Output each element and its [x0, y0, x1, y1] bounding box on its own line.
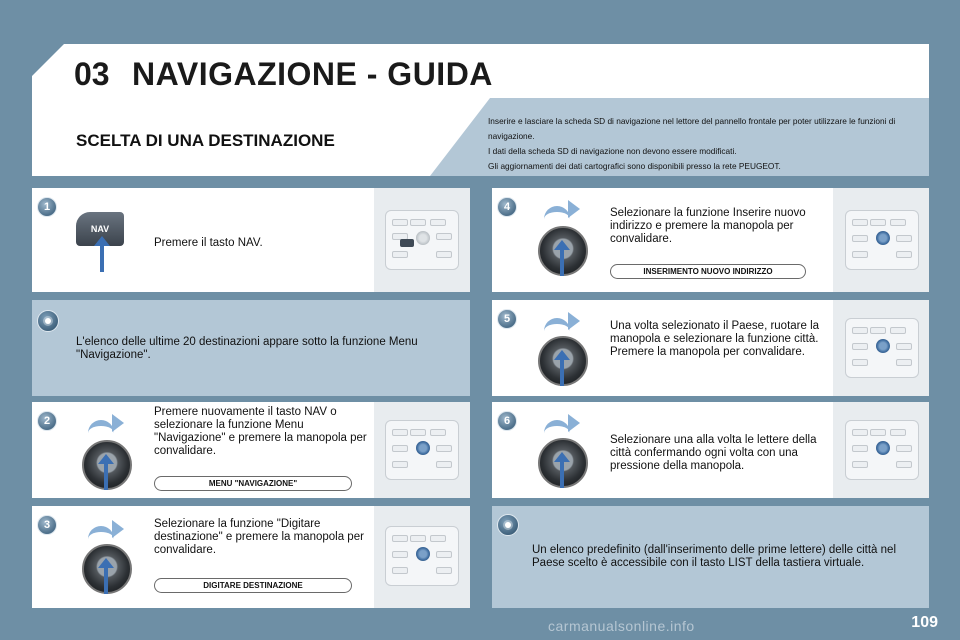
- intro-line-2: I dati della scheda SD di navigazione non devono essere modificati.: [488, 146, 737, 156]
- tip-2-text: Un elenco predefinito (dall'inserimento delle prime lettere) delle città nel Paese scelto è accessibile con il tasto LIST della tastiera virtuale.: [532, 544, 896, 569]
- radio-faceplate-icon: [845, 318, 919, 378]
- step-2-menu-label: MENU "NAVIGAZIONE": [154, 476, 352, 491]
- step-2-text: Premere nuovamente il tasto NAV o selezionare la funzione Menu "Navigazione" e premere la manopola per convalidare.: [154, 406, 367, 457]
- intro-box-slant: [430, 98, 490, 176]
- lightbulb-icon: [37, 310, 59, 332]
- press-arrow-icon: [560, 358, 564, 386]
- step-2-badge: 2: [37, 411, 57, 431]
- chapter-title: NAVIGAZIONE - GUIDA: [132, 56, 493, 92]
- intro-line-1: Inserire e lasciare la scheda SD di navigazione nel lettore del pannello frontale per poter utilizzare le funzioni di navigazione.: [488, 116, 896, 141]
- intro-text: [488, 114, 918, 174]
- press-arrow-icon: [104, 566, 108, 594]
- step-5-text: Una volta selezionato il Paese, ruotare la manopola e selezionare la funzione città. Premere la manopola per convalidare.: [610, 320, 820, 358]
- radio-faceplate-icon: [845, 210, 919, 270]
- press-arrow-icon: [104, 462, 108, 490]
- step-1-badge: 1: [37, 197, 57, 217]
- step-4-menu-label: INSERIMENTO NUOVO INDIRIZZO: [610, 264, 806, 279]
- step-6-text: Selezionare una alla volta le lettere della città confermando ogni volta con una pressione della manopola.: [610, 434, 817, 472]
- step-6-badge: 6: [497, 411, 517, 431]
- step-3-menu-label: DIGITARE DESTINAZIONE: [154, 578, 352, 593]
- section-title: SCELTA DI UNA DESTINAZIONE: [76, 131, 335, 150]
- step-4-text: Selezionare la funzione Inserire nuovo indirizzo e premere la manopola per convalidare.: [610, 207, 806, 245]
- step-5-badge: 5: [497, 309, 517, 329]
- radio-faceplate-icon: [845, 420, 919, 480]
- tip-1-text: L'elenco delle ultime 20 destinazioni appare sotto la funzione Menu "Navigazione".: [76, 336, 418, 361]
- press-arrow-icon: [560, 248, 564, 276]
- header-corner: [32, 44, 64, 76]
- radio-faceplate-icon: [385, 420, 459, 480]
- press-arrow-icon: [560, 460, 564, 488]
- lightbulb-icon: [497, 514, 519, 536]
- radio-faceplate-icon: [385, 526, 459, 586]
- press-arrow-icon: [100, 244, 104, 272]
- step-4-badge: 4: [497, 197, 517, 217]
- radio-faceplate-icon: [385, 210, 459, 270]
- page-number: 109: [911, 614, 938, 631]
- nav-key-icon: NAV: [76, 212, 124, 246]
- step-3-text: Selezionare la funzione "Digitare destinazione" e premere la manopola per convalidare.: [154, 518, 364, 556]
- step-1-text: Premere il tasto NAV.: [154, 237, 263, 249]
- chapter-number: 03: [74, 56, 110, 92]
- watermark: carmanualsonline.info: [548, 618, 695, 634]
- step-3-badge: 3: [37, 515, 57, 535]
- intro-line-3: Gli aggiornamenti dei dati cartografici sono disponibili presso la rete PEUGEOT.: [488, 161, 781, 171]
